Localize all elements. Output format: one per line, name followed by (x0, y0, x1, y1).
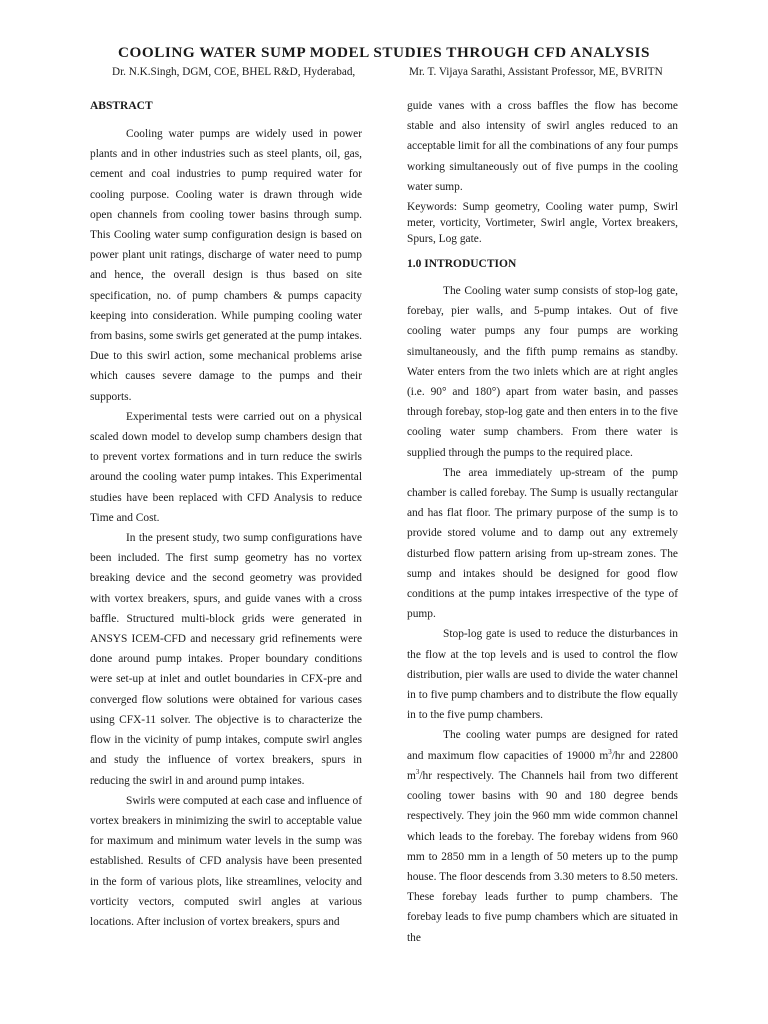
superscript-3: 3 (415, 768, 420, 777)
author-right: Mr. T. Vijaya Sarathi, Assistant Professor, ME, BVRITN (409, 66, 663, 78)
left-column (90, 96, 362, 932)
abstract-paragraph-3: In the present study, two sump configurations have been included. The first sump geometry has no vortex breaking device and the second geometry was provided with vortex breakers, spurs, and guide vanes with a cross baffle. Structured multi-block grids were generated in ANSYS ICEM-CFD and necessary grid refinements were done around pump intakes. Proper boundary conditions were set-up at inlet and outlet boundaries in CFX-pre and converged flow solutions were obtained for various cases using CFX-11 solver. The objective is to characterize the flow in the vicinity of pump intakes, compute swirl angles and study the influence of vortex breakers, spurs in reducing the swirl in and around pump intakes. (90, 532, 362, 787)
right-column (407, 96, 678, 948)
introduction-heading: 1.0 INTRODUCTION (407, 258, 517, 271)
introduction-paragraph-1: The Cooling water sump consists of stop-log gate, forebay, pier walls, and 5-pump intakes. Out of five cooling water pumps any four pumps are working simultaneously, and the fifth pump remains as standby. Water enters from the two inlets which are at right angles (i.e. 90° and 180°) apart from water basin, and passes through forebay, stop-log gate and then enters in to the five cooling water sump chambers. From there water is supplied through the pumps to the required place. (407, 285, 678, 459)
abstract-paragraph-1: Cooling water pumps are widely used in power plants and in other industries such as steel plants, oil, gas, cement and coal industries to pump required water for cooling purpose. Cooling water is drawn through wide open channels from cooling tower basins through sump. This Cooling water sump configuration design is based on power plant unit ratings, discharge of water need to pump and hence, the overall design is thus based on site specification, no. of pump chambers & pumps capacity keeping into consideration. While pumping cooling water from basins, some swirls get generated at the pump intakes. Due to this swirl action, some mechanical problems arise which causes severe damage to the pumps and their supports. (90, 128, 362, 403)
abstract-paragraph-4-continued: guide vanes with a cross baffles the flow has become stable and also intensity of swirl angles reduced to an acceptable limit for all the combinations of any four pumps working simultaneously out of five pumps in the cooling water sump. (407, 100, 678, 193)
abstract-paragraph-4: Swirls were computed at each case and influence of vortex breakers in minimizing the swirl to acceptable value for maximum and minimum water levels in the sump was established. Results of CFD analysis have been presented in the form of various plots, like streamlines, velocity and vorticity vectors, computed swirl angles at various locations. After inclusion of vortex breakers, spurs and (90, 794, 362, 928)
author-left: Dr. N.K.Singh, DGM, COE, BHEL R&D, Hyderabad, (112, 66, 356, 78)
introduction-paragraph-2: The area immediately up-stream of the pump chamber is called forebay. The Sump is usually rectangular and has flat floor. The primary purpose of the sump is to provide stored volume and to damp out any extremely disturbed flow pattern arising from up-stream zones. The sump and intakes should be designed for good flow conditions at the pump intakes irrespective of the type of pump. (407, 466, 678, 621)
keywords: Keywords: Sump geometry, Cooling water pump, Swirl meter, vorticity, Vortimeter, Swirl angle, Vortex breakers, Spurs, Log gate. (407, 201, 678, 246)
abstract-paragraph-2: Experimental tests were carried out on a physical scaled down model to develop sump chambers design that to prevent vortex formations and in turn reduce the swirls around the cooling water pump intakes. This Experimental studies have been replaced with CFD Analysis to reduce Time and Cost. (90, 410, 362, 524)
intro-p4-text-a: The cooling water pumps are designed for rated and maximum flow capacities of 19000 m (407, 729, 678, 762)
superscript-3: 3 (608, 747, 612, 756)
intro-p4-text-b: /hr and 22800 m (407, 749, 678, 782)
abstract-heading: ABSTRACT (90, 100, 153, 112)
introduction-paragraph-4 (407, 725, 678, 947)
paper-title: COOLING WATER SUMP MODEL STUDIES THROUGH CFD ANALYSIS (118, 44, 650, 61)
introduction-paragraph-3: Stop-log gate is used to reduce the disturbances in the flow at the top levels and is used to control the flow distribution, pier walls are used to divide the water channel in to five pump chambers and to distribute the flow equally in to the five pump chambers. (407, 628, 678, 722)
intro-p4-text-c: /hr respectively. The Channels hail from two different cooling tower basins with 90 and 180 degree bends respectively. They join the 960 mm wide common channel which leads to the forebay. The forebay widens from 960 mm to 2850 mm in a length of 50 meters up to the pump house. The floor descends from 3.30 meters to 8.50 meters. These forebay leads further to pump chambers. The forebay leads to five pump chambers which are situated in the (407, 769, 678, 944)
